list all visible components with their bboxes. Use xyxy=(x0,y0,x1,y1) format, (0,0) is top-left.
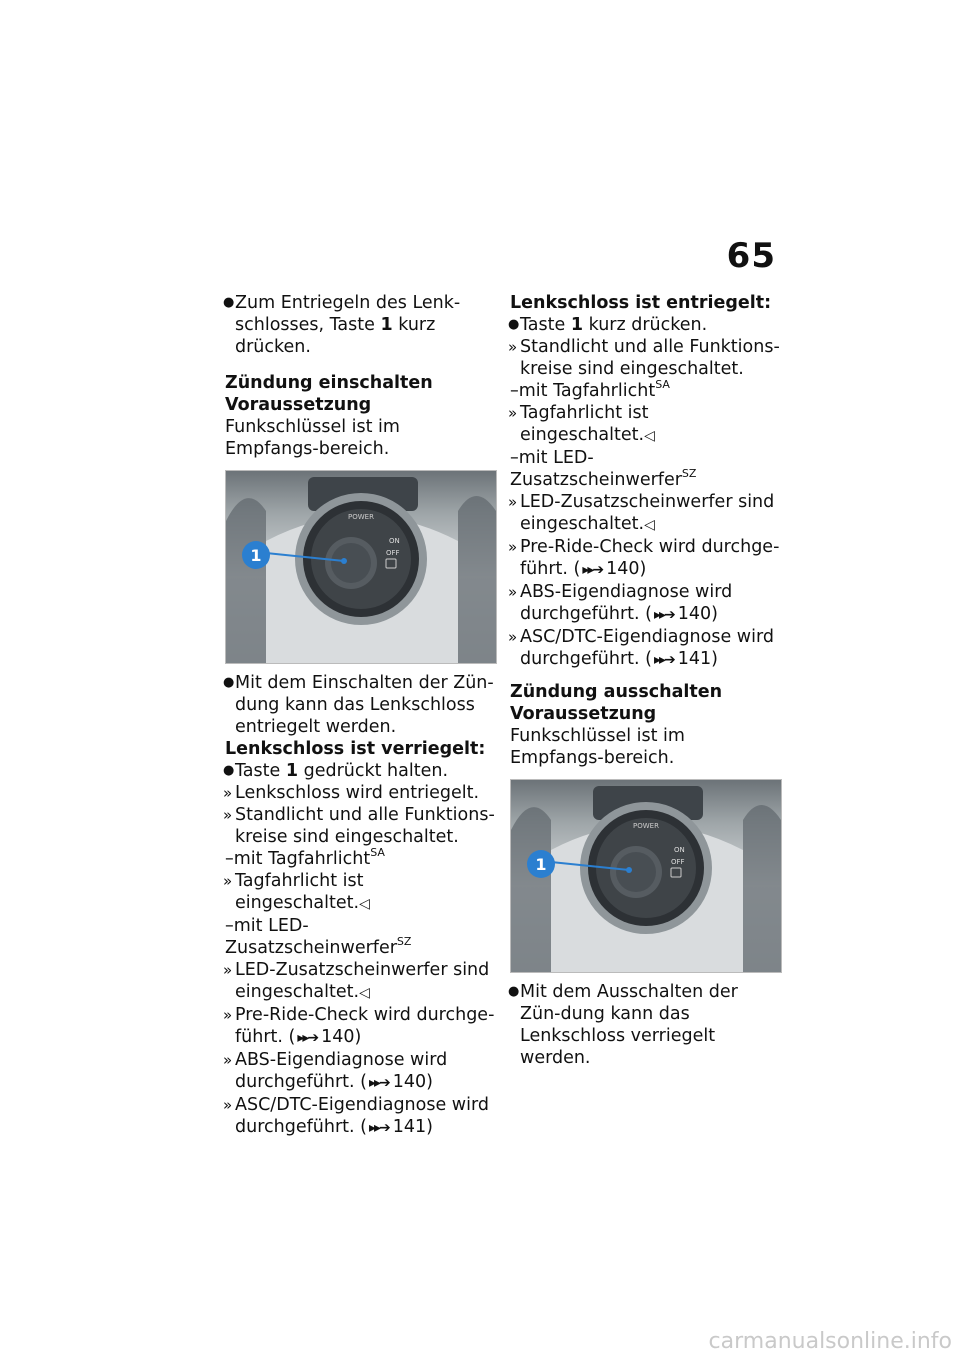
result-icon: » xyxy=(223,1006,233,1024)
result-icon: » xyxy=(223,806,233,824)
note-unlocked: ● Mit dem Einschalten der Zün-dung kann das Lenkschloss entriegelt werden. xyxy=(223,673,494,737)
right-column xyxy=(510,292,780,1069)
page-reference[interactable]: 141) xyxy=(392,1117,433,1137)
instruction-press: ● Taste 1 kurz drücken. xyxy=(508,315,708,335)
power-label: POWER xyxy=(348,513,374,521)
result-icon: » xyxy=(223,1051,233,1069)
bullet-icon: ● xyxy=(508,317,520,332)
end-mark-icon: ◁ xyxy=(644,428,655,444)
page-reference[interactable]: 141) xyxy=(677,649,718,669)
key-number: 1 xyxy=(285,761,299,781)
figure-label-1: 1 xyxy=(535,855,547,874)
result-icon: » xyxy=(223,784,233,802)
key-number: 1 xyxy=(380,315,393,335)
result-item: » Standlicht und alle Funktions-kreise sind eingeschaltet. xyxy=(508,337,780,379)
result-item: » ASC/DTC-Eigendiagnose wird durchgeführt. ( ▸▸➔ 141) xyxy=(223,1095,489,1137)
bullet-icon: ● xyxy=(223,763,235,778)
page-reference-arrow-icon: ▸▸➔ xyxy=(582,562,603,578)
result-item: » Tagfahrlicht ist eingeschaltet.◁ xyxy=(508,403,655,445)
result-item: » Pre-Ride-Check wird durchge-führt. ( ▸▸➔ 140) xyxy=(223,1005,495,1047)
end-mark-icon: ◁ xyxy=(644,517,655,533)
section-heading: Zündung einschalten xyxy=(225,373,433,393)
result-item: » LED-Zusatzscheinwerfer sind eingeschaltet.◁ xyxy=(223,960,490,1002)
power-label: POWER xyxy=(633,822,659,830)
key-number: 1 xyxy=(570,315,584,335)
instruction-unlock: ● Zum Entriegeln des Lenk-schlosses, Taste 1 kurz drücken. xyxy=(223,293,461,357)
body-text: Funkschlüssel ist im Empfangs-bereich. xyxy=(510,726,685,768)
page-reference[interactable]: 140) xyxy=(677,604,718,624)
result-icon: » xyxy=(508,583,518,601)
result-item: » ABS-Eigendiagnose wird durchgeführt. ( ▸▸➔ 140) xyxy=(508,582,733,624)
state-heading: Lenkschloss ist verriegelt: xyxy=(225,739,486,759)
bullet-icon: ● xyxy=(508,984,520,999)
left-column xyxy=(225,292,495,1139)
result-icon: » xyxy=(223,961,233,979)
instruction-hold: ● Taste 1 gedrückt halten. xyxy=(223,761,449,781)
end-mark-icon: ◁ xyxy=(359,896,370,912)
dash-icon: – xyxy=(225,916,234,936)
note-locked: ● Mit dem Ausschalten der Zün-dung kann das Lenkschloss verriegelt werden. xyxy=(508,982,738,1068)
condition-item: –mit LED-Zusatzscheinwerfer$^{SZ}$ xyxy=(225,916,412,958)
page-reference[interactable]: 140) xyxy=(321,1027,362,1047)
result-item: » Pre-Ride-Check wird durchge-führt. ( ▸▸➔ 140) xyxy=(508,537,780,579)
page-reference-arrow-icon: ▸▸➔ xyxy=(653,607,674,623)
result-item: » ASC/DTC-Eigendiagnose wird durchgeführt. ( ▸▸➔ 141) xyxy=(508,627,774,669)
subheading-prerequisite: Voraussetzung xyxy=(225,395,372,415)
result-item: » Tagfahrlicht ist eingeschaltet.◁ xyxy=(223,871,370,913)
subheading-prerequisite: Voraussetzung xyxy=(510,704,657,724)
result-item: » LED-Zusatzscheinwerfer sind eingeschaltet.◁ xyxy=(508,492,775,534)
off-label: OFF xyxy=(386,549,400,557)
bullet-icon: ● xyxy=(223,295,235,310)
page-reference[interactable]: 140) xyxy=(606,559,647,579)
condition-item: –mit Tagfahrlicht$^{SA}$ xyxy=(510,378,670,401)
figure-label-1: 1 xyxy=(250,546,262,565)
bullet-icon: ● xyxy=(223,675,235,690)
result-icon: » xyxy=(508,493,518,511)
result-icon: » xyxy=(508,338,518,356)
result-icon: » xyxy=(508,628,518,646)
on-label: ON xyxy=(389,537,400,545)
state-heading: Lenkschloss ist entriegelt: xyxy=(510,293,772,313)
dash-icon: – xyxy=(510,448,519,468)
condition-item: –mit Tagfahrlicht$^{SA}$ xyxy=(225,846,385,869)
page-reference-arrow-icon: ▸▸➔ xyxy=(297,1030,318,1046)
section-heading: Zündung ausschalten xyxy=(510,682,723,702)
ignition-switch-figure xyxy=(510,779,782,973)
page-reference-arrow-icon: ▸▸➔ xyxy=(368,1075,389,1091)
condition-item: –mit LED-Zusatzscheinwerfer$^{SZ}$ xyxy=(510,448,697,490)
page-reference[interactable]: 140) xyxy=(392,1072,433,1092)
page-number: 65 xyxy=(726,236,776,276)
end-mark-icon: ◁ xyxy=(359,985,370,1001)
result-icon: » xyxy=(223,1096,233,1114)
dash-icon: – xyxy=(510,381,519,401)
page-reference-arrow-icon: ▸▸➔ xyxy=(368,1120,389,1136)
result-item: » Lenkschloss wird entriegelt. xyxy=(223,783,480,803)
ignition-switch-figure xyxy=(225,470,497,664)
body-text: Funkschlüssel ist im Empfangs-bereich. xyxy=(225,417,400,459)
off-label: OFF xyxy=(671,858,685,866)
on-label: ON xyxy=(674,846,685,854)
dash-icon: – xyxy=(225,849,234,869)
footer-watermark: carmanualsonline.info xyxy=(708,1329,952,1354)
result-item: » ABS-Eigendiagnose wird durchgeführt. ( ▸▸➔ 140) xyxy=(223,1050,448,1092)
page-reference-arrow-icon: ▸▸➔ xyxy=(653,652,674,668)
result-icon: » xyxy=(508,538,518,556)
result-icon: » xyxy=(223,872,233,890)
result-item: » Standlicht und alle Funktions-kreise sind eingeschaltet. xyxy=(223,805,495,847)
result-icon: » xyxy=(508,404,518,422)
